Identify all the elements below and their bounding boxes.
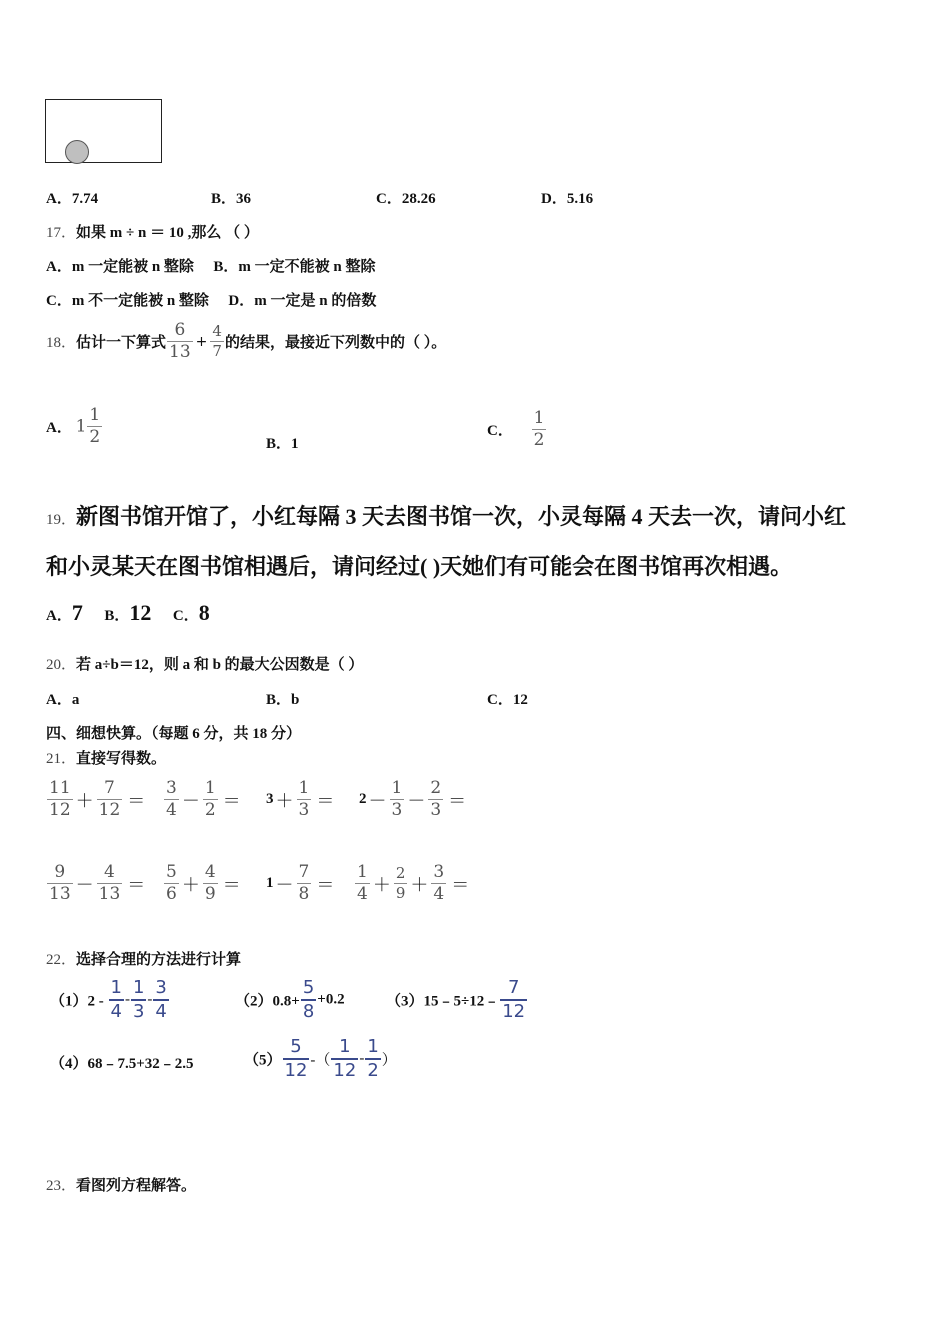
- q20-option-a[interactable]: A．a: [46, 692, 80, 708]
- q19-option-c[interactable]: C．8: [172, 600, 210, 625]
- q21-r1-e4: 2 － $\frac{1}{3}$ － $\frac{2}{3}$ ＝: [359, 778, 467, 820]
- q20-stem: [46, 653, 363, 674]
- q19-options: [46, 600, 210, 626]
- q17-options-row2: [46, 289, 376, 310]
- q23-stem: [46, 1174, 196, 1195]
- q16-option-d-label: D．: [541, 191, 567, 207]
- q16-option-a[interactable]: [46, 187, 98, 208]
- q17-options-row1: [46, 255, 376, 276]
- q22-number: 22．: [46, 952, 77, 968]
- q21-r1-e2: $\frac{3}{4}$ － $\frac{1}{2}$ ＝: [166, 778, 241, 820]
- q16-option-c-label: C．: [376, 191, 402, 207]
- q22-text: 选择合理的方法进行计算: [76, 952, 242, 968]
- q22-problem-3: （3）15﹣5÷12﹣ $\frac{7}{12}$: [386, 977, 526, 1022]
- q22-problem-5: （5） $\frac{5}{12}$ -（ $\frac{1}{12}$ - $\frac{1}{2}$ ）: [244, 1036, 397, 1081]
- q22-problem-4: （4）68﹣7.5+32﹣2.5: [50, 1056, 194, 1072]
- q18-number: 18．: [46, 335, 77, 351]
- q18-plus: +: [195, 333, 208, 350]
- q21-r2-e1: $\frac{9}{13}$ － $\frac{4}{13}$ ＝: [49, 862, 146, 904]
- q17-option-a[interactable]: A．m 一定能被 n 整除: [46, 259, 194, 275]
- q18-stem: [46, 322, 446, 361]
- q18-text-after: 的结果，最接近下列数中的（ ）。: [224, 335, 447, 351]
- q21-r2-e3: 1 － $\frac{7}{8}$ ＝: [266, 862, 335, 904]
- q22-problem-1: （1）2 - $\frac{1}{4}$ - $\frac{1}{3}$ - $\frac{3}{4}$: [50, 977, 167, 1022]
- q17-number: 17．: [46, 225, 77, 241]
- q20-number: 20．: [46, 657, 77, 673]
- q17-stem: [46, 221, 259, 242]
- q18-option-a-int: 1: [75, 416, 87, 437]
- q16-option-a-value: 7.74: [71, 191, 99, 207]
- q18-frac1: $\frac{6}{13}$: [169, 320, 191, 362]
- q18-option-b[interactable]: [266, 432, 299, 453]
- q18-option-b-label: B．: [266, 436, 292, 452]
- q17-text: 如果 m ÷ n ＝ 10 ,那么 （ ）: [76, 225, 259, 241]
- q18-option-a[interactable]: [46, 407, 103, 446]
- q23-number: 23．: [46, 1178, 77, 1194]
- q16-option-d[interactable]: [541, 187, 593, 208]
- q21-r2-e4: $\frac{1}{4}$ ＋ $\frac{2}{9}$ ＋ $\frac{3}{4}$ ＝: [357, 862, 470, 904]
- q23-text: 看图列方程解答。: [76, 1178, 197, 1194]
- figure-circle: [65, 140, 89, 164]
- q17-option-d[interactable]: D．m 一定是 n 的倍数: [228, 293, 377, 309]
- q18-option-a-label: A．: [46, 420, 72, 436]
- q22-problem-2: （2）0.8+ $\frac{5}{8}$ +0.2: [235, 977, 345, 1022]
- q20-option-c[interactable]: C．12: [487, 692, 528, 708]
- q18-text-before: 估计一下算式: [76, 335, 167, 351]
- q19-line1: [46, 500, 846, 531]
- q18-frac2: $\frac{4}{7}$: [212, 322, 222, 360]
- q21-text: 直接写得数。: [76, 751, 167, 767]
- q16-option-b-label: B．: [211, 191, 237, 207]
- q19-line2: 和小灵某天在图书馆相遇后，请问经过( )天她们有可能会在图书馆再次相遇。: [46, 554, 793, 579]
- q21-r1-e3: 3 ＋ $\frac{1}{3}$ ＝: [266, 778, 335, 820]
- q18-option-b-value: 1: [291, 436, 299, 452]
- q16-option-c-value: 28.26: [401, 191, 436, 207]
- q16-option-a-label: A．: [46, 191, 72, 207]
- q17-option-c[interactable]: C．m 不一定能被 n 整除: [46, 293, 209, 309]
- q17-option-b[interactable]: B．m 一定不能被 n 整除: [213, 259, 376, 275]
- figure-rectangle: [45, 99, 162, 163]
- q19-text-line1: 新图书馆开馆了，小红每隔 3 天去图书馆一次，小灵每隔 4 天去一次，请问小红: [76, 504, 847, 529]
- q16-option-c[interactable]: [376, 187, 436, 208]
- q16-option-b-value: 36: [236, 191, 252, 207]
- q16-option-b[interactable]: [211, 187, 251, 208]
- q21-r2-e2: $\frac{5}{6}$ ＋ $\frac{4}{9}$ ＝: [166, 862, 241, 904]
- q21-stem: [46, 747, 166, 768]
- q18-option-c-frac: $\frac{1}{2}$: [533, 408, 545, 450]
- q22-stem: [46, 948, 241, 969]
- section-4-title: 四、细想快算。（每题 6 分，共 18 分）: [46, 726, 302, 742]
- q20-option-b[interactable]: B．b: [266, 692, 300, 708]
- q21-r1-e1: $\frac{11}{12}$ ＋ $\frac{7}{12}$ ＝: [49, 778, 146, 820]
- q18-option-c[interactable]: [487, 410, 547, 449]
- q21-number: 21．: [46, 751, 77, 767]
- q16-option-d-value: 5.16: [566, 191, 594, 207]
- q19-option-b[interactable]: B．12: [104, 600, 152, 625]
- q18-option-c-label: C．: [487, 423, 513, 439]
- q19-option-a[interactable]: A．7: [46, 600, 83, 625]
- q18-option-a-frac: $\frac{1}{2}$: [89, 405, 101, 447]
- q19-number: 19．: [46, 512, 77, 528]
- q20-text: 若 a÷b＝12，则 a 和 b 的最大公因数是（ ）: [76, 657, 364, 673]
